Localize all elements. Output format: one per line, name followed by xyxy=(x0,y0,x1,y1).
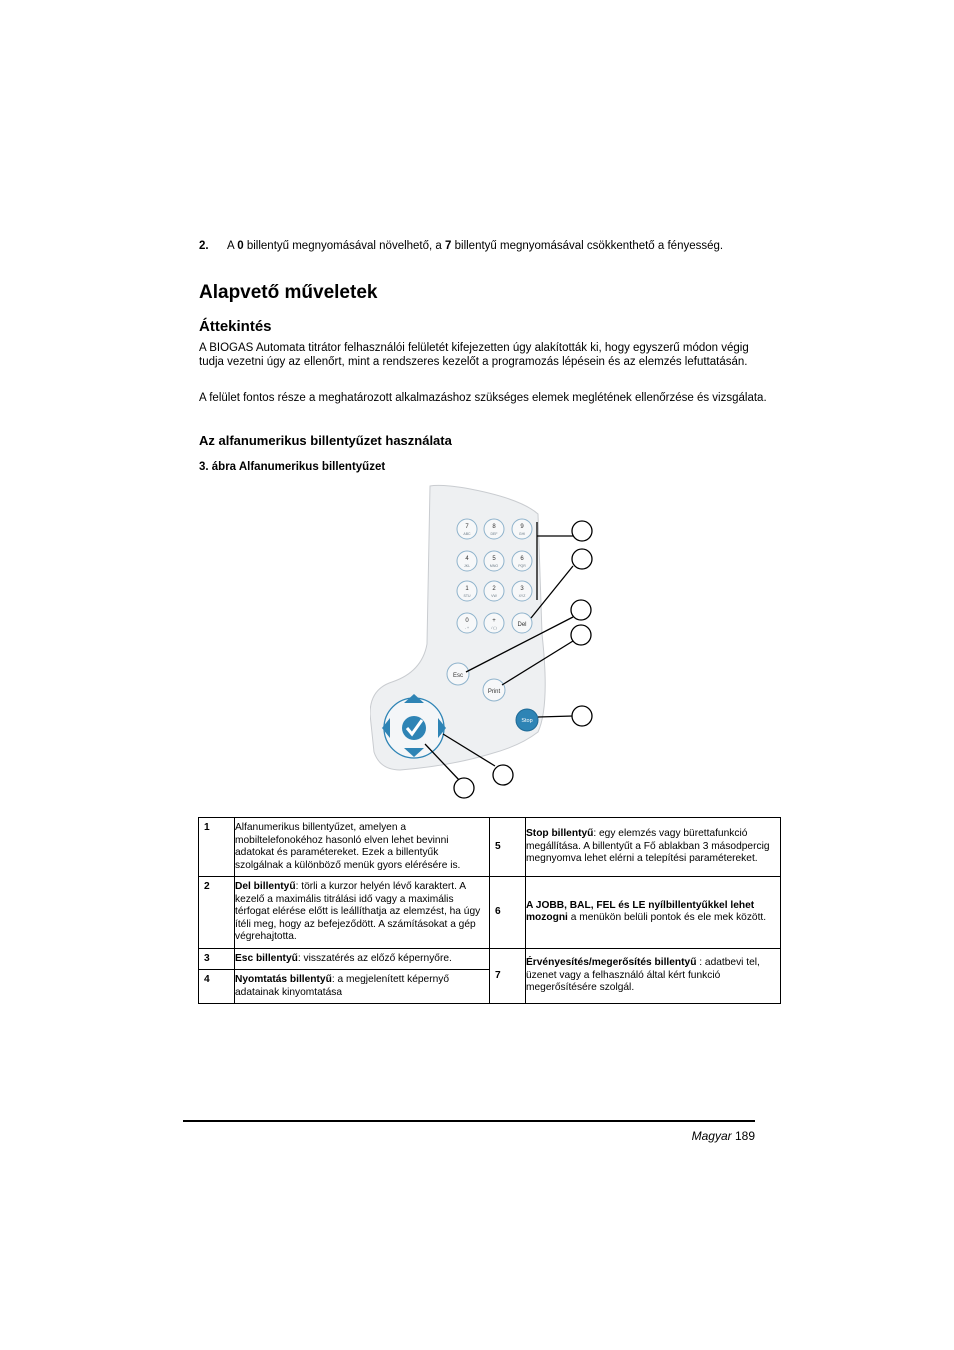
step-text-2: billentyű megnyomásával növelhető, a xyxy=(243,240,446,252)
page-number: 189 xyxy=(734,1129,755,1143)
legend-num-4: 4 xyxy=(199,970,235,1004)
key-plus-sub: / ( ) xyxy=(491,626,497,630)
legend-desc-3 xyxy=(235,948,490,970)
step-text-1: A xyxy=(227,240,238,252)
legend-desc-7 xyxy=(526,948,781,1004)
key-1[interactable] xyxy=(457,581,477,601)
legend-bold-7: Érvényesítés/megerősítés billentyű xyxy=(526,957,697,968)
legend-desc-6 xyxy=(526,877,781,949)
legend-table xyxy=(198,817,781,1004)
legend-text-7: : adatbevi tel, üzenet vagy a felhasználó által kért funkció megerősítésére szolgál. xyxy=(526,957,760,993)
legend-num-5: 5 xyxy=(490,818,526,877)
key-8-sub: DEF xyxy=(490,532,498,536)
legend-bold-4: Nyomtatás billentyű xyxy=(235,974,332,985)
key-6-label: 6 xyxy=(520,556,524,562)
legend-text-4: : a megjelenített képernyő adatainak kinyomtatása xyxy=(235,974,450,998)
page-footer xyxy=(692,1129,755,1143)
step-2 xyxy=(199,240,769,253)
subheading: Áttekintés xyxy=(199,318,272,335)
key-4-label: 4 xyxy=(465,556,469,562)
page-heading: Alapvető műveletek xyxy=(199,282,378,303)
legend-num-7: 7 xyxy=(490,948,526,1004)
key-plus-label: + xyxy=(492,618,496,624)
key-5[interactable] xyxy=(484,551,504,571)
legend-text-6: a menükön belüli pontok és ele mek között. xyxy=(567,912,767,924)
table-row xyxy=(199,877,781,949)
key-plus[interactable] xyxy=(484,613,504,633)
paragraph-2: A felület fontos része a meghatározott alkalmazáshoz szükséges elemek meglétének ellenőrzése és vizsgálata. xyxy=(199,392,767,404)
legend-num-3: 3 xyxy=(199,948,235,970)
legend-bold-6: A JOBB, BAL, FEL és LE nyílbillentyűkkel lehet mozogni xyxy=(526,899,755,924)
legend-num-2: 2 xyxy=(199,877,235,949)
esc-key-label: Esc xyxy=(452,673,464,679)
legend-text-3: : visszatérés az előző képernyőre. xyxy=(297,952,452,964)
legend-desc-2 xyxy=(235,877,490,949)
del-key-label: Del xyxy=(517,622,527,628)
key-5-label: 5 xyxy=(492,556,496,562)
key-8[interactable] xyxy=(484,519,504,539)
legend-desc-5 xyxy=(526,818,781,877)
keypad-figure xyxy=(370,484,610,800)
legend-num-6: 6 xyxy=(490,877,526,949)
key-2-label: 2 xyxy=(492,586,496,592)
table-row xyxy=(199,948,781,970)
key-7-label: 7 xyxy=(465,524,469,530)
legend-num-1: 1 xyxy=(199,818,235,877)
del-key[interactable] xyxy=(512,613,532,633)
footer-language: Magyar xyxy=(691,1129,732,1143)
step-text xyxy=(227,240,769,253)
key-1-sub: STU xyxy=(463,594,471,598)
key-5-sub: MNO xyxy=(489,564,499,568)
key-2[interactable] xyxy=(484,581,504,601)
legend-bold-2: Del billentyű xyxy=(235,881,296,892)
figure-caption: 3. ábra Alfanumerikus billentyűzet xyxy=(199,461,386,473)
print-key-label: Print xyxy=(487,689,501,695)
legend-desc-4 xyxy=(235,970,490,1004)
esc-key[interactable] xyxy=(447,663,469,685)
key-7-sub: ABC xyxy=(463,532,471,536)
legend-text-1: Alfanumerikus billentyűzet, amelyen a mobiltelefonokéhoz hasonló elven lehet bevinni adatokat és paramétereket. Ezek a billentyűk szolgálnak a különböző menük gyors elérésére is. xyxy=(235,822,461,871)
key-0-sub: - + xyxy=(464,626,470,630)
legend-text-2: : törli a kurzor helyén lévő karaktert. A kezelő a maximális titrálási idő vagy a maximális térfogat elérése előtt is leállíthatja az elemzést, ha úgy ítéli meg, hogy az befejeződött. A számításokat a gép végrehajtotta. xyxy=(235,881,481,942)
legend-bold-5: Stop billentyű xyxy=(526,828,594,840)
key-6-sub: PQR xyxy=(518,564,526,568)
key-9-label: 9 xyxy=(520,524,524,530)
table-row xyxy=(199,818,781,877)
paragraph-1: A BIOGAS Automata titrátor felhasználói felületét kifejezetten úgy alakították ki, hogy egyszerű módon végig tudja vezetni úgy az ellenőrt, mint a rendszeres kezelőt a programozás lépésein és az elemzés lefuttatásán. xyxy=(199,342,749,368)
step-key-7: 7 xyxy=(445,240,452,252)
print-key[interactable] xyxy=(483,679,505,701)
key-3-sub: XYZ xyxy=(518,594,526,598)
section-heading: Az alfanumerikus billentyűzet használata xyxy=(199,433,452,448)
key-2-sub: VW xyxy=(491,594,497,598)
enter-key[interactable] xyxy=(402,716,426,740)
legend-text-5: : egy elemzés vagy bürettafunkció megállítása. A billentyűt a Fő ablakban 3 másodpercig megnyomva lehet elérni a telepítési paramétereket. xyxy=(526,828,770,865)
key-0-label: 0 xyxy=(465,618,469,624)
key-1-label: 1 xyxy=(465,586,469,592)
key-9-sub: GHI xyxy=(518,532,526,536)
key-9[interactable] xyxy=(512,519,532,539)
legend-bold-3: Esc billentyű xyxy=(235,952,298,964)
step-number: 2. xyxy=(199,240,209,252)
step-key-0: 0 xyxy=(237,240,244,252)
key-7[interactable] xyxy=(457,519,477,539)
footer-rule xyxy=(183,1120,755,1122)
key-3[interactable] xyxy=(512,581,532,601)
stop-key[interactable] xyxy=(516,709,538,731)
key-3-label: 3 xyxy=(520,586,524,592)
key-0[interactable] xyxy=(457,613,477,633)
step-text-3: billentyű megnyomásával csökkenthető a fényesség. xyxy=(451,240,724,252)
stop-key-label: Stop xyxy=(521,718,533,724)
key-4[interactable] xyxy=(457,551,477,571)
key-6[interactable] xyxy=(512,551,532,571)
legend-desc-1 xyxy=(235,818,490,877)
key-4-sub: JKL xyxy=(463,564,471,568)
key-8-label: 8 xyxy=(492,524,496,530)
